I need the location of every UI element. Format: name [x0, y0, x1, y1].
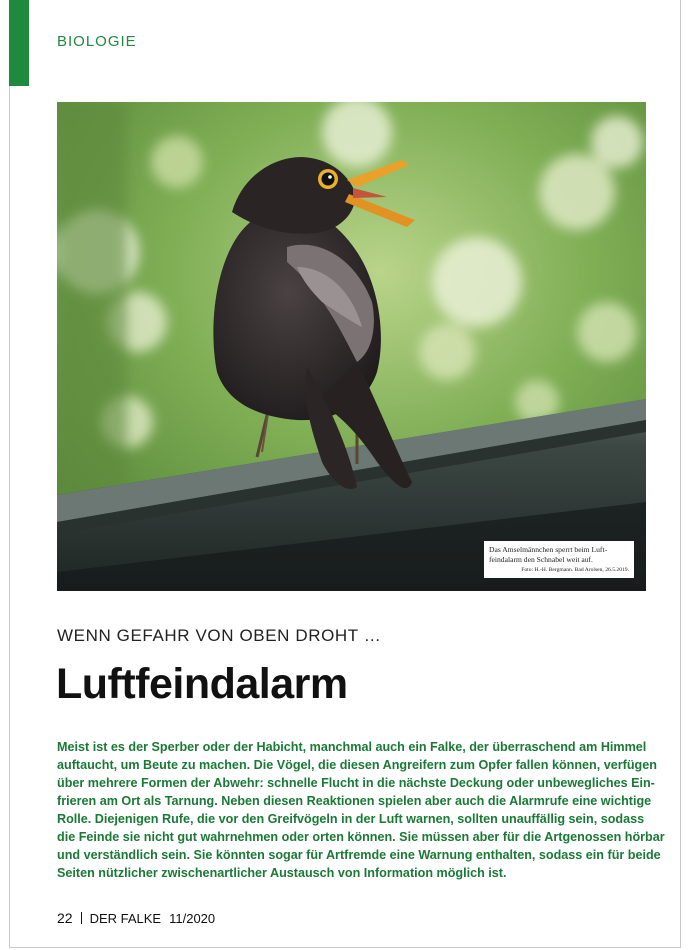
- lead-line: frieren am Ort als Tarnung. Neben diesen Reaktionen spielen aber auch die Alarmrufe eine wichtige: [57, 794, 652, 808]
- lead-line: Meist ist es der Sperber oder der Habicht, manchmal auch ein Falke, der überraschend am Himmel: [57, 740, 647, 754]
- lead-line: und verständlich sein. Sie könnten sogar für Artfremde eine Warnung enthalten, sodass ein für beide: [57, 848, 661, 862]
- lead-line: die Feinde sie nicht gut wahrnehmen oder orten können. Sie müssen aber für die Artgenossen hörbar: [57, 830, 665, 844]
- article-title: Luftfeindalarm: [56, 660, 348, 708]
- page-number: 22: [57, 910, 73, 926]
- section-color-tab: [9, 0, 29, 86]
- blackbird-photo-graphic: [57, 102, 646, 591]
- photo-caption: [484, 541, 634, 578]
- lead-line: Seiten nützlicher zwischenartlicher Austausch von Information möglich ist.: [57, 866, 507, 880]
- blackbird-photo: [57, 102, 646, 591]
- lead-line: Rolle. Diejenigen Rufe, die vor den Greifvögeln in der Luft warnen, sollten unauffällig sein, sodass: [57, 812, 645, 826]
- magazine-name: DER FALKE: [89, 911, 162, 926]
- article-lead: [57, 738, 665, 882]
- footer-divider: [81, 912, 82, 924]
- issue-number: 11/2020: [169, 911, 216, 926]
- article-kicker: WENN GEFAHR VON OBEN DROHT …: [57, 626, 382, 645]
- lead-line: über mehrere Formen der Abwehr: schnelle Flucht in die nächste Deckung oder unbewegliches Ein-: [57, 776, 655, 790]
- page-footer: [57, 910, 215, 926]
- caption-line-2: feindalarm den Schnabel weit auf.: [489, 554, 593, 564]
- photo-credit: Foto: H.-H. Bergmann. Bad Arolsen, 26.5.2019.: [521, 567, 629, 573]
- caption-line-1: Das Amselmännchen sperrt beim Luft-: [489, 545, 608, 554]
- section-label: BIOLOGIE: [57, 33, 137, 50]
- lead-line: auftaucht, um Beute zu machen. Die Vögel, die diesen Angreifern zum Opfer fallen können, verfügen: [57, 758, 657, 772]
